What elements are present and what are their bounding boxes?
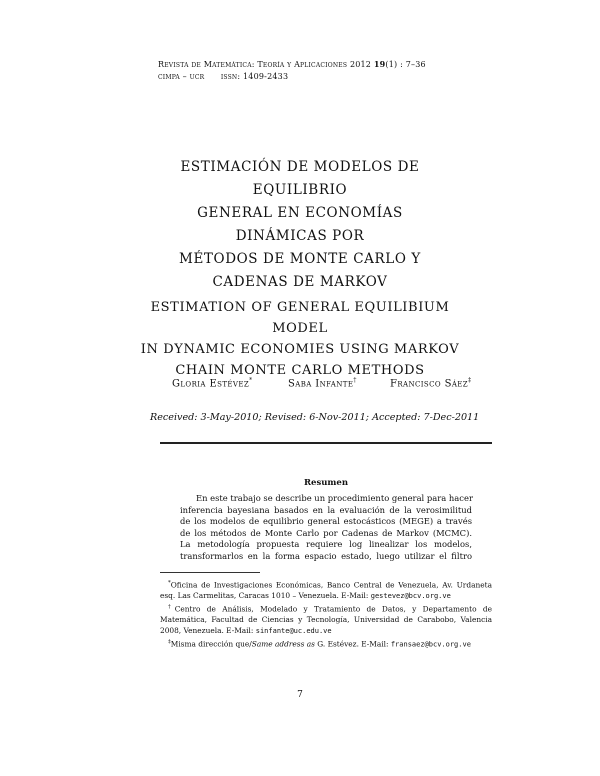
footnote-rule <box>160 572 260 573</box>
english-title-line: ESTIMATION OF GENERAL EQUILIBIUM MODEL <box>150 300 450 336</box>
author: Francisco Sáez‡ <box>390 377 472 390</box>
abstract-line: La metodología propuesta requiere log linealizar los modelos, <box>180 539 472 549</box>
spanish-title <box>150 156 450 294</box>
abstract-line: inferencia bayesiana basados en la evaluación de la verosimilitud <box>180 504 472 515</box>
journal-citation-line <box>158 58 458 71</box>
spanish-title-line: MÉTODOS DE MONTE CARLO Y <box>179 251 421 267</box>
journal-pages: : 7–36 <box>397 60 426 69</box>
horizontal-rule <box>160 442 492 444</box>
email-address: gestevez@bcv.org.ve <box>370 592 451 601</box>
footnotes <box>160 578 492 650</box>
abstract-body <box>180 493 472 562</box>
journal-volume: 19 <box>373 59 386 69</box>
english-title-line: CHAIN MONTE CARLO METHODS <box>175 363 425 378</box>
spanish-title-line: CADENAS DE MARKOV <box>212 274 388 290</box>
author: Saba Infante† <box>288 377 357 390</box>
footnote: †Centro de Análisis, Modelado y Tratamiento de Datos, y Departamento de Matemática, Facultad de Ciencias y Tecnología, Universidad de Carabobo, Valencia 2008, Venezuela. E-Mail: sinfante@uc.edu.ve <box>160 604 492 636</box>
footnote: ‡Misma dirección que/Same address as G. Estévez. E-Mail: fransaez@bcv.org.ve <box>168 638 471 649</box>
abstract-line: transformarlos en la forma espacio estado, luego utilizar el filtro <box>180 550 472 561</box>
author: Gloria Estévez* <box>172 377 253 390</box>
english-title <box>130 297 470 381</box>
english-title-line: IN DYNAMIC ECONOMIES USING MARKOV <box>140 342 460 357</box>
abstract-line: de los métodos de Monte Carlo por Cadenas de Markov (MCMC). <box>180 527 472 538</box>
submission-dates: Received: 3-May-2010; Revised: 6-Nov-2011; Accepted: 7-Dec-2011 <box>150 412 480 423</box>
email-address: sinfante@uc.edu.ve <box>255 627 332 636</box>
abstract-line: de los modelos de equilibrio general estocásticos (MEGE) a través <box>180 516 472 526</box>
abstract-line: En este trabajo se describe un procedimiento general para hacer <box>196 493 473 503</box>
email-address: fransaez@bcv.org.ve <box>390 640 471 649</box>
footnote: *Oficina de Investigaciones Económicas, Banco Central de Venezuela, Av. Urdaneta esq. Las Carmelitas, Caracas 1010 – Venezuela. E-Mail: gestevez@bcv.org.ve <box>160 580 492 601</box>
journal-year: 2012 <box>349 60 372 69</box>
page-number: 7 <box>297 690 303 700</box>
journal-name: Revista de Matemática: Teoría y Aplicaciones <box>158 60 348 69</box>
spanish-title-line: ESTIMACIÓN DE MODELOS DE EQUILIBRIO <box>180 159 420 198</box>
spanish-title-line: GENERAL EN ECONOMÍAS DINÁMICAS POR <box>197 205 403 244</box>
journal-issue: (1) <box>385 60 398 69</box>
abstract-heading: Resumen <box>303 478 349 488</box>
journal-issn-line: cimpa – ucr issn: 1409-2433 <box>158 72 289 81</box>
journal-header <box>158 58 458 83</box>
